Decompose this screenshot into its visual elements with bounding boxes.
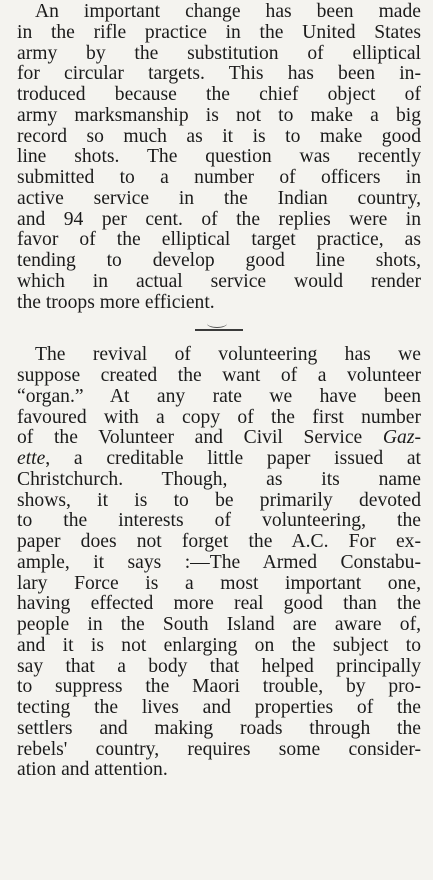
article-line: shows, it is to be primarily devoted <box>17 490 421 511</box>
article-line: record so much as it is to make good <box>17 126 421 147</box>
article-line: tecting the lives and properties of the <box>17 698 421 718</box>
article-line: favor of the elliptical target practice, as <box>17 230 421 251</box>
article-line: to the interests of volunteering, the <box>17 511 421 532</box>
article-line: which in actual service would render <box>17 271 421 292</box>
article-line: for circular targets. This has been in- <box>17 64 421 85</box>
article-line: ample, it says :—The Armed Constabu- <box>17 552 421 573</box>
article-line: “organ.” At any rate we have been <box>17 386 421 407</box>
article-volunteer-gazette <box>17 345 421 781</box>
article-line: submitted to a number of officers in <box>17 168 421 188</box>
article-line: paper does not forget the A.C. For ex- <box>17 532 421 552</box>
article-line: settlers and making roads through the <box>17 718 421 739</box>
article-line: troduced because the chief object of <box>17 85 421 105</box>
article-line: army by the substitution of elliptical <box>17 43 421 64</box>
article-line: An important change has been made <box>35 2 421 22</box>
article-line: favoured with a copy of the first number <box>17 407 421 428</box>
section-divider <box>17 315 421 345</box>
article-line: army marksmanship is not to make a big <box>17 105 421 126</box>
article-line: line shots. The question was recently <box>17 147 421 168</box>
article-line: The revival of volunteering has we <box>35 345 421 366</box>
article-line: Christchurch. Though, as its name <box>17 469 421 490</box>
article-line: the troops more efficient. <box>17 292 215 313</box>
article-line: and it is not enlarging on the subject to <box>17 635 421 656</box>
article-line: say that a body that helped principally <box>17 656 421 677</box>
article-line: having effected more real good than the <box>17 594 421 615</box>
article-line: suppose created the want of a volunteer <box>17 366 421 386</box>
article-line: people in the South Island are aware of, <box>17 615 421 635</box>
article-line: and 94 per cent. of the replies were in <box>17 209 421 230</box>
article-line: rebels' country, requires some consider- <box>17 739 421 760</box>
article-line: ette, a creditable little paper issued at <box>17 449 421 469</box>
article-rifle-practice <box>17 2 421 313</box>
article-line: ation and attention. <box>17 760 168 781</box>
article-line: active service in the Indian country, <box>17 188 421 209</box>
article-line: of the Volunteer and Civil Service Gaz- <box>17 428 421 449</box>
article-line: in the rifle practice in the United States <box>17 22 421 43</box>
article-line: tending to develop good line shots, <box>17 251 421 271</box>
divider-ornament <box>207 319 227 328</box>
article-line: to suppress the Maori trouble, by pro- <box>17 677 421 698</box>
article-line: lary Force is a most important one, <box>17 573 421 594</box>
divider-rule <box>195 329 243 331</box>
